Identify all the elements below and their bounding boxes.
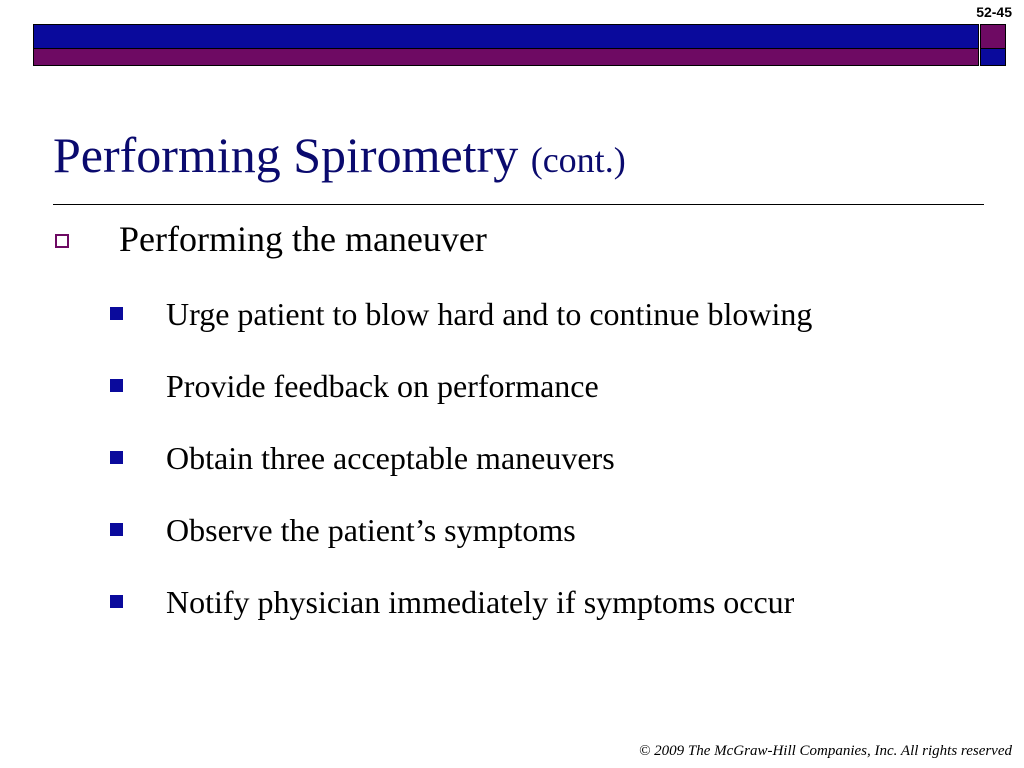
filled-square-icon [110,595,123,608]
filled-square-icon [110,523,123,536]
header-square-blue [980,49,1006,66]
hollow-square-icon [55,234,69,248]
bullet-list [110,283,990,643]
list-item [110,499,990,561]
list-item-text: Notify physician immediately if symptoms occur [166,584,795,620]
title-underline [53,204,984,205]
copyright-footer: © 2009 The McGraw-Hill Companies, Inc. All rights reserved [638,743,1012,759]
list-item-text: Obtain three acceptable maneuvers [166,440,615,476]
slide-title-suffix: (cont.) [530,140,626,180]
list-item [110,283,990,345]
filled-square-icon [110,379,123,392]
header-bar-blue [33,24,979,49]
list-item [110,571,990,633]
filled-square-icon [110,307,123,320]
slide-title-main: Performing Spirometry [53,127,519,183]
slide-number: 52-45 [976,4,1012,20]
level1-bullet [55,218,487,260]
slide-title [53,128,626,183]
header-square-purple [980,24,1006,49]
list-item-text: Observe the patient’s symptoms [166,512,576,548]
list-item [110,427,990,489]
list-item-text: Urge patient to blow hard and to continue blowing [166,296,813,332]
list-item-text: Provide feedback on performance [166,368,599,404]
level1-text: Performing the maneuver [119,219,487,259]
list-item [110,355,990,417]
filled-square-icon [110,451,123,464]
header-bar-purple [33,49,979,66]
